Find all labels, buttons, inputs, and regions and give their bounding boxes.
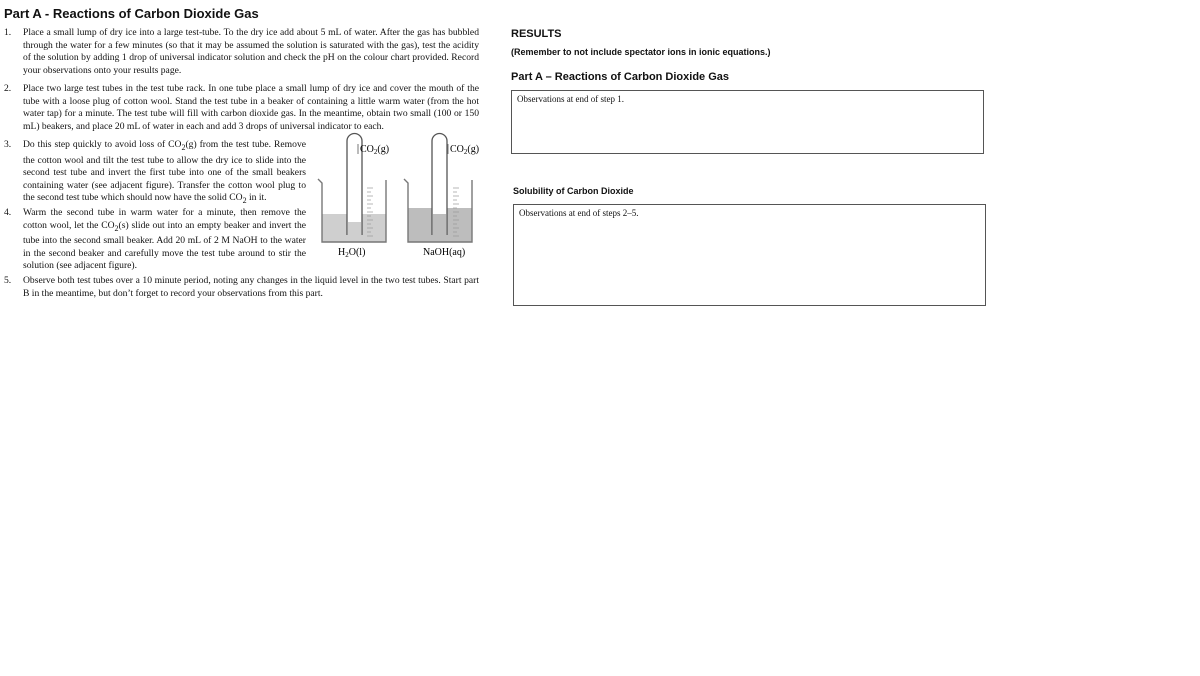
observations-box-label: Observations at end of steps 2–5. [519,208,639,218]
apparatus-figure [310,130,485,262]
step-text: Do this step quickly to avoid loss of $CO_2(g)$ from the test tube. Remove the cotton wool and tilt the test tube to allow the dry ice to slide into the second test tube and invert the first tube into one of the small beakers containing water (see adjacent figure). Transfer the cotton wool plug to the second test tube which should now have the solid $CO_2$ in it. [23,139,306,206]
part-a-heading: Part A - Reactions of Carbon Dioxide Gas [4,6,259,21]
step-number: 3. [4,139,12,150]
results-note: (Remember to not include spectator ions in ionic equations.) [511,47,771,57]
step-number: 5. [4,275,12,286]
step-number: 2. [4,83,12,94]
left-gas-label: $CO_2(g)$ [360,144,390,156]
step-text: Place a small lump of dry ice into a large test-tube. To the dry ice add about 5 mL of water. After the gas has bubbled through the water for a few minutes (so that it may be assumed the solution is saturated with the gas), test the acidity of the solution by adding 1 drop of universal indicator solution and check the pH on the colour chart provided. Record your observations onto your results page. [23,27,479,76]
observations-box-label: Observations at end of step 1. [517,94,624,104]
observations-box-step-1[interactable] [511,90,984,154]
step-text: Observe both test tubes over a 10 minute period, noting any changes in the liquid level in the two test tubes. Start part B in the meantime, but don’t forget to record your observations from this part. [23,275,479,299]
results-title: RESULTS [511,28,562,40]
right-test-tube [432,134,447,236]
step-text: Place two large test tubes in the test tube rack. In one tube place a small lump of dry ice and cover the mouth of the tube with a loose plug of cotton wool. Stand the test tube in a beaker of containing a little warm water (from the hot water tap) for a minute. The test tube will fill with carbon dioxide gas. In the meantime, obtain two small (100 or 150 mL) beakers, and place 20 mL of water in each and add 3 drops of universal indicator to each. [23,83,479,132]
right-gas-label: $CO_2(g)$ [450,144,480,156]
step-number: 4. [4,207,12,218]
left-liquid-label: $H_2O(l)$ [338,247,366,259]
step-number: 1. [4,27,12,38]
step-text: Warm the second tube in warm water for a minute, then remove the cotton wool, let the $CO_2(s)$ slide out into an empty beaker and invert the tube into the second small beaker. Add 20 mL of 2 M NaOH to the water in the second beaker and carefully move the test tube around to stir the solution (see adjacent figure). [23,207,307,272]
results-part-a-heading: Part A – Reactions of Carbon Dioxide Gas [511,71,730,83]
observations-box-steps-2-5[interactable] [513,204,986,306]
right-liquid-label: NaOH(aq) [423,247,466,258]
solubility-heading: Solubility of Carbon Dioxide [513,186,634,196]
